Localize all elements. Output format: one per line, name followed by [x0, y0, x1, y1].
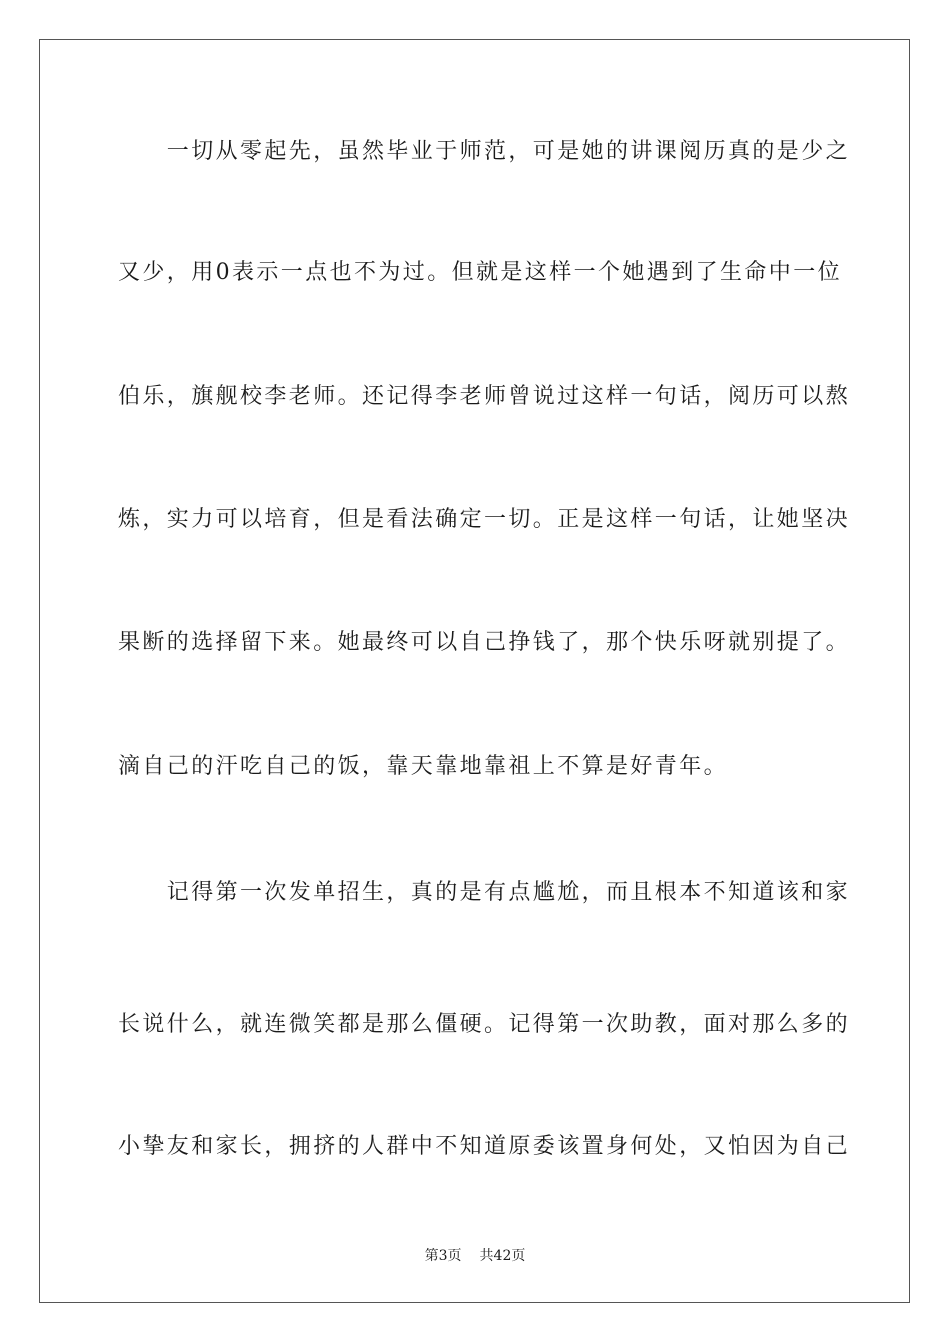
paragraph-1-line-2: 又少，用0表示一点也不为过。但就是这样一个她遇到了生命中一位: [118, 260, 842, 285]
page-footer: [0, 1247, 950, 1265]
paragraph-1-line-1: 一切从零起先，虽然毕业于师范，可是她的讲课阅历真的是少之: [118, 139, 851, 164]
page-number: 第3页: [424, 1248, 462, 1264]
paragraph-1-line-5: 果断的选择留下来。她最终可以自己挣钱了，那个快乐呀就别提了。: [118, 630, 851, 655]
paragraph-2-line-3: 小挚友和家长，拥挤的人群中不知道原委该置身何处，又怕因为自己: [118, 1134, 851, 1159]
paragraph-1-line-4: 炼，实力可以培育，但是看法确定一切。正是这样一句话，让她坚决: [118, 507, 851, 532]
page-total: 共42页: [479, 1248, 526, 1264]
paragraph-1-line-3: 伯乐，旗舰校李老师。还记得李老师曾说过这样一句话，阅历可以熬: [118, 384, 851, 409]
paragraph-2-line-2: 长说什么，就连微笑都是那么僵硬。记得第一次助教，面对那么多的: [118, 1012, 851, 1037]
paragraph-1-line-6: 滴自己的汗吃自己的饭，靠天靠地靠祖上不算是好青年。: [118, 754, 729, 779]
paragraph-2-line-1: 记得第一次发单招生，真的是有点尴尬，而且根本不知道该和家: [118, 880, 851, 905]
page-frame: [39, 39, 910, 1303]
